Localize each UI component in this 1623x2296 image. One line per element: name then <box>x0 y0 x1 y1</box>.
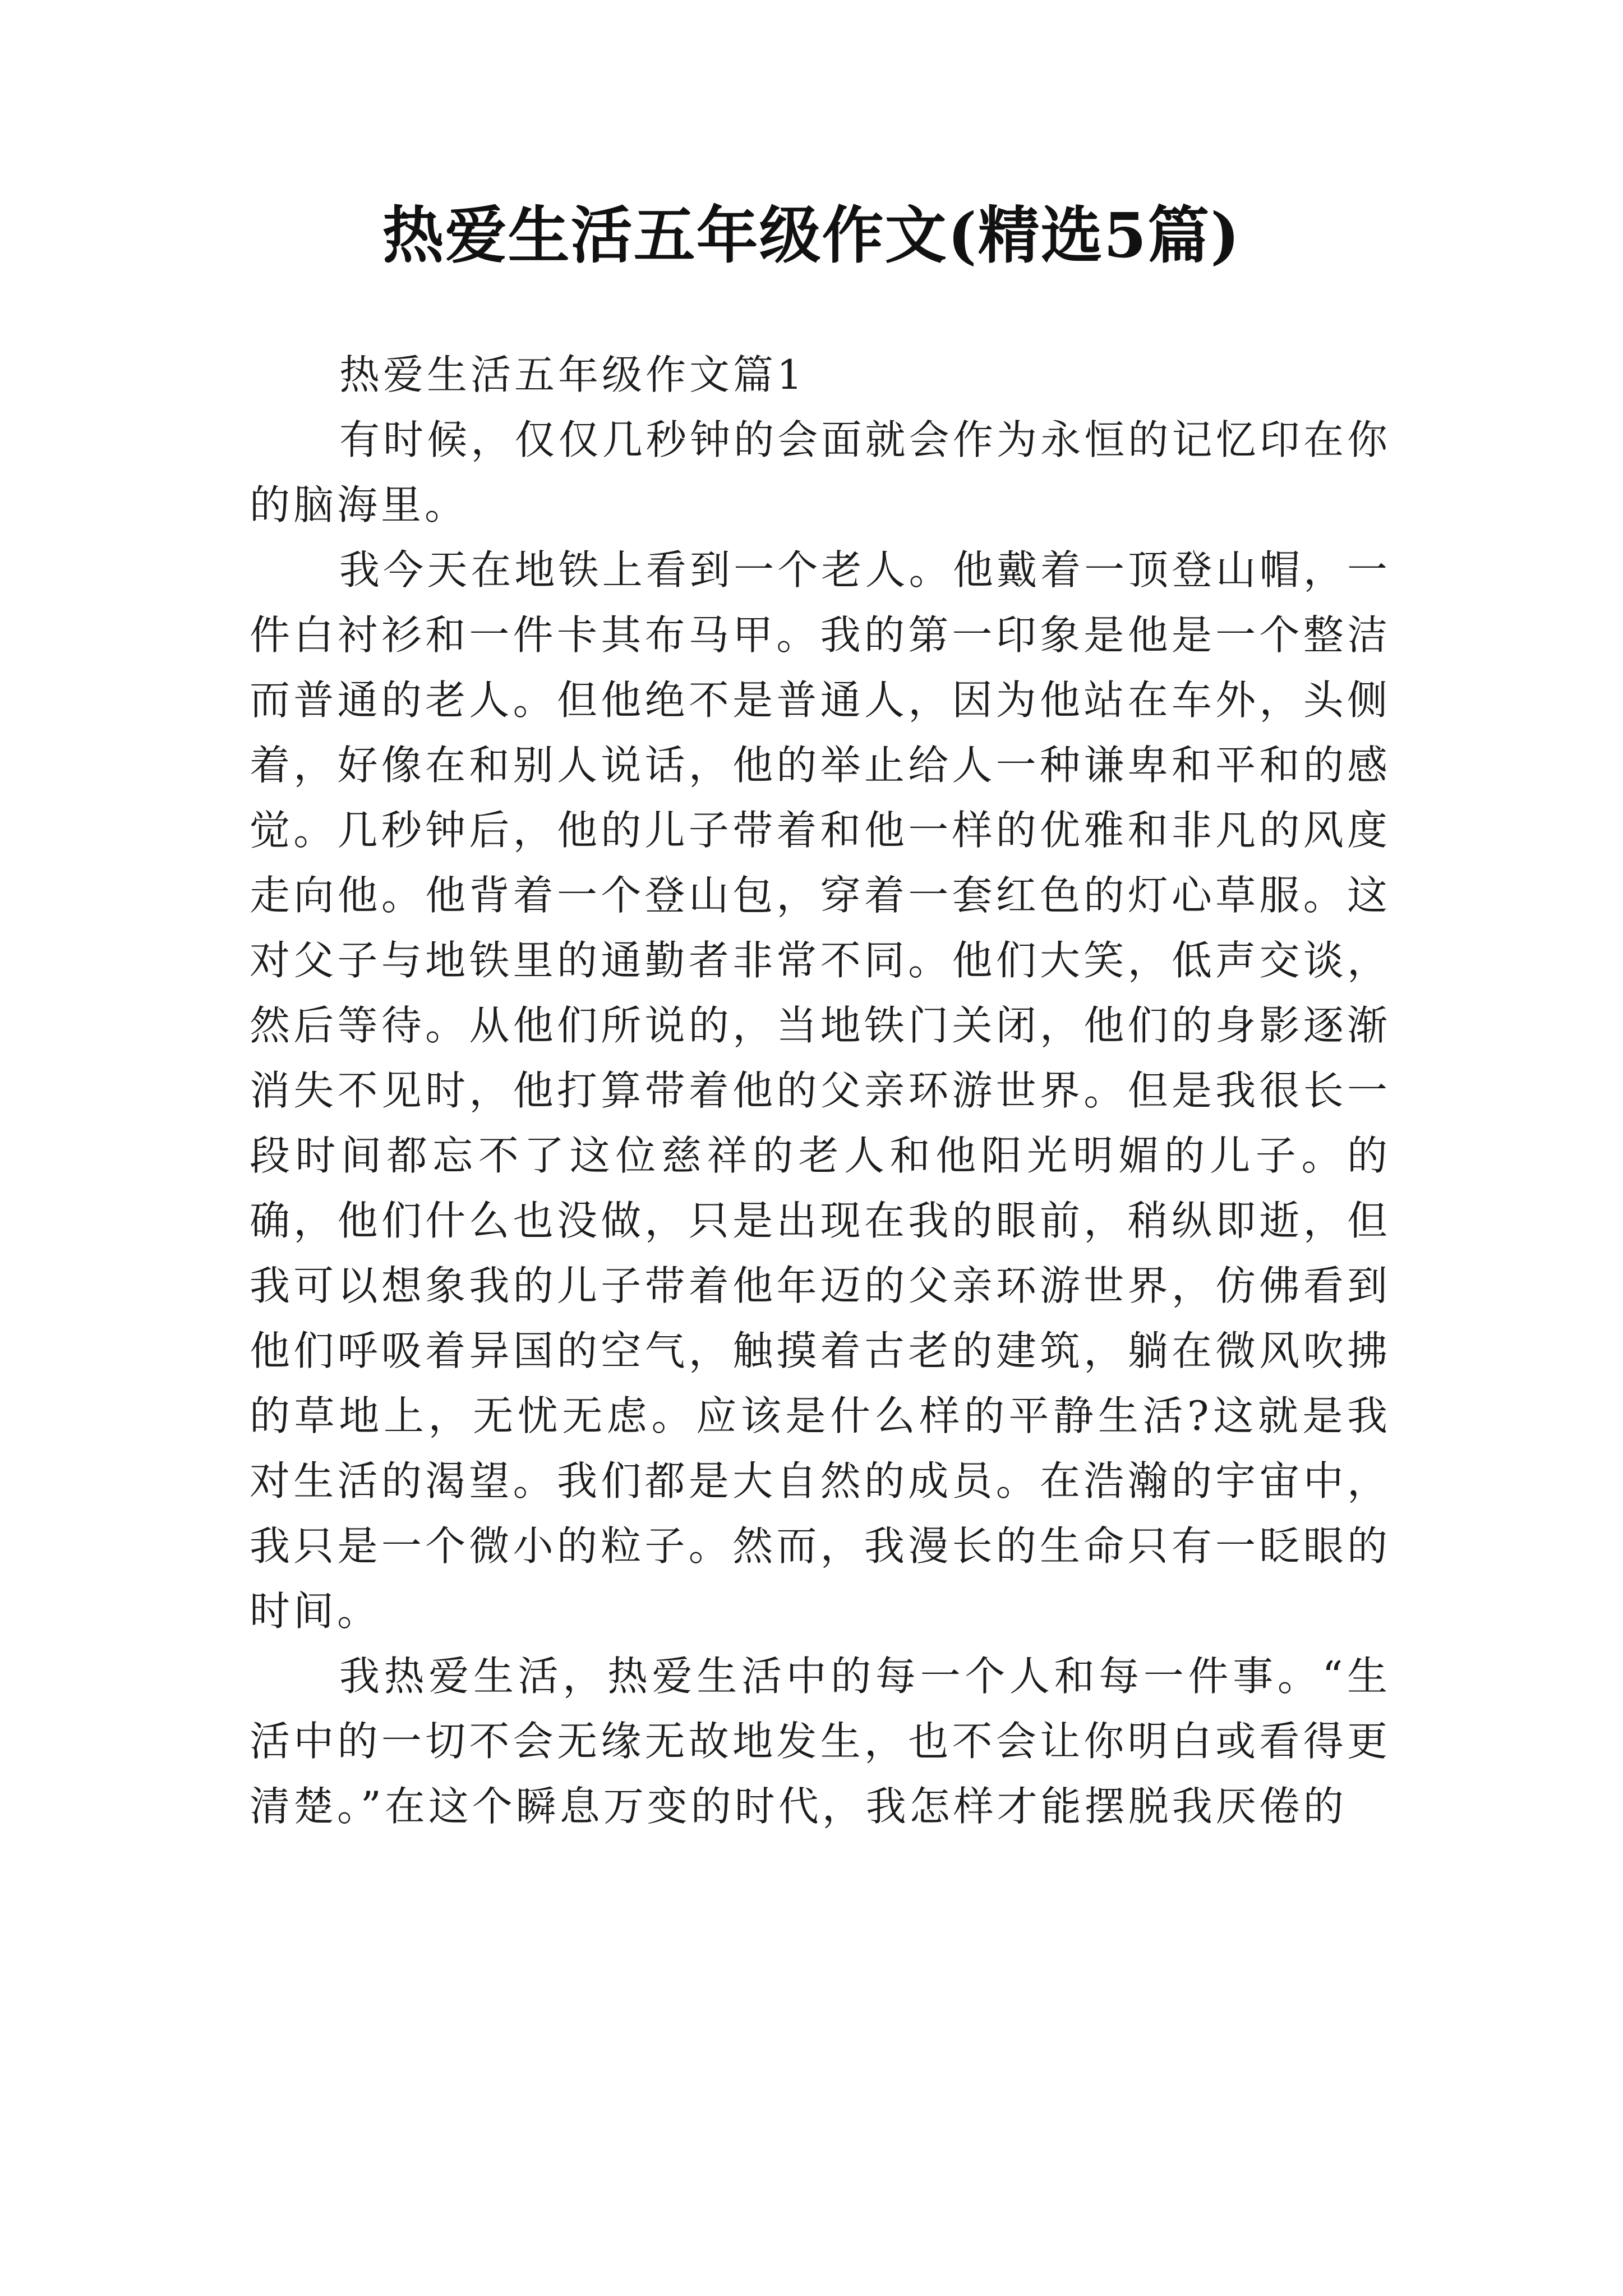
paragraph: 有时候，仅仅几秒钟的会面就会作为永恒的记忆印在你的脑海里。 <box>250 416 1391 528</box>
paragraph: 我热爱生活，热爱生活中的每一个人和每一件事。“生活中的一切不会无缘无故地发生，也不会让你明白或看得更清楚。”在这个瞬息万变的时代，我怎样才能摆脱我厌倦的 <box>250 1653 1391 1830</box>
document-body <box>250 342 1391 1839</box>
document-title: 热爱生活五年级作文(精选5篇) <box>382 199 1241 272</box>
section-heading: 热爱生活五年级作文篇1 <box>339 351 806 398</box>
paragraph: 我今天在地铁上看到一个老人。他戴着一顶登山帽，一件白衬衫和一件卡其布马甲。我的第一印象是他是一个整洁而普通的老人。但他绝不是普通人，因为他站在车外，头侧着，好像在和别人说话，他的举止给人一种谦卑和平和的感觉。几秒钟后，他的儿子带着和他一样的优雅和非凡的风度走向他。他背着一个登山包，穿着一套红色的灯心草服。这对父子与地铁里的通勤者非常不同。他们大笑，低声交谈，然后等待。从他们所说的，当地铁门关闭，他们的身影逐渐消失不见时，他打算带着他的父亲环游世界。但是我很长一段时间都忘不了这位慈祥的老人和他阳光明媚的儿子。的确，他们什么也没做，只是出现在我的眼前，稍纵即逝，但我可以想象我的儿子带着他年迈的父亲环游世界，仿佛看到他们呼吸着异国的空气，触摸着古老的建筑，躺在微风吹拂的草地上，无忧无虑。应该是什么样的平静生活?这就是我对生活的渴望。我们都是大自然的成员。在浩瀚的宇宙中，我只是一个微小的粒子。然而，我漫长的生命只有一眨眼的时间。 <box>250 546 1391 1635</box>
